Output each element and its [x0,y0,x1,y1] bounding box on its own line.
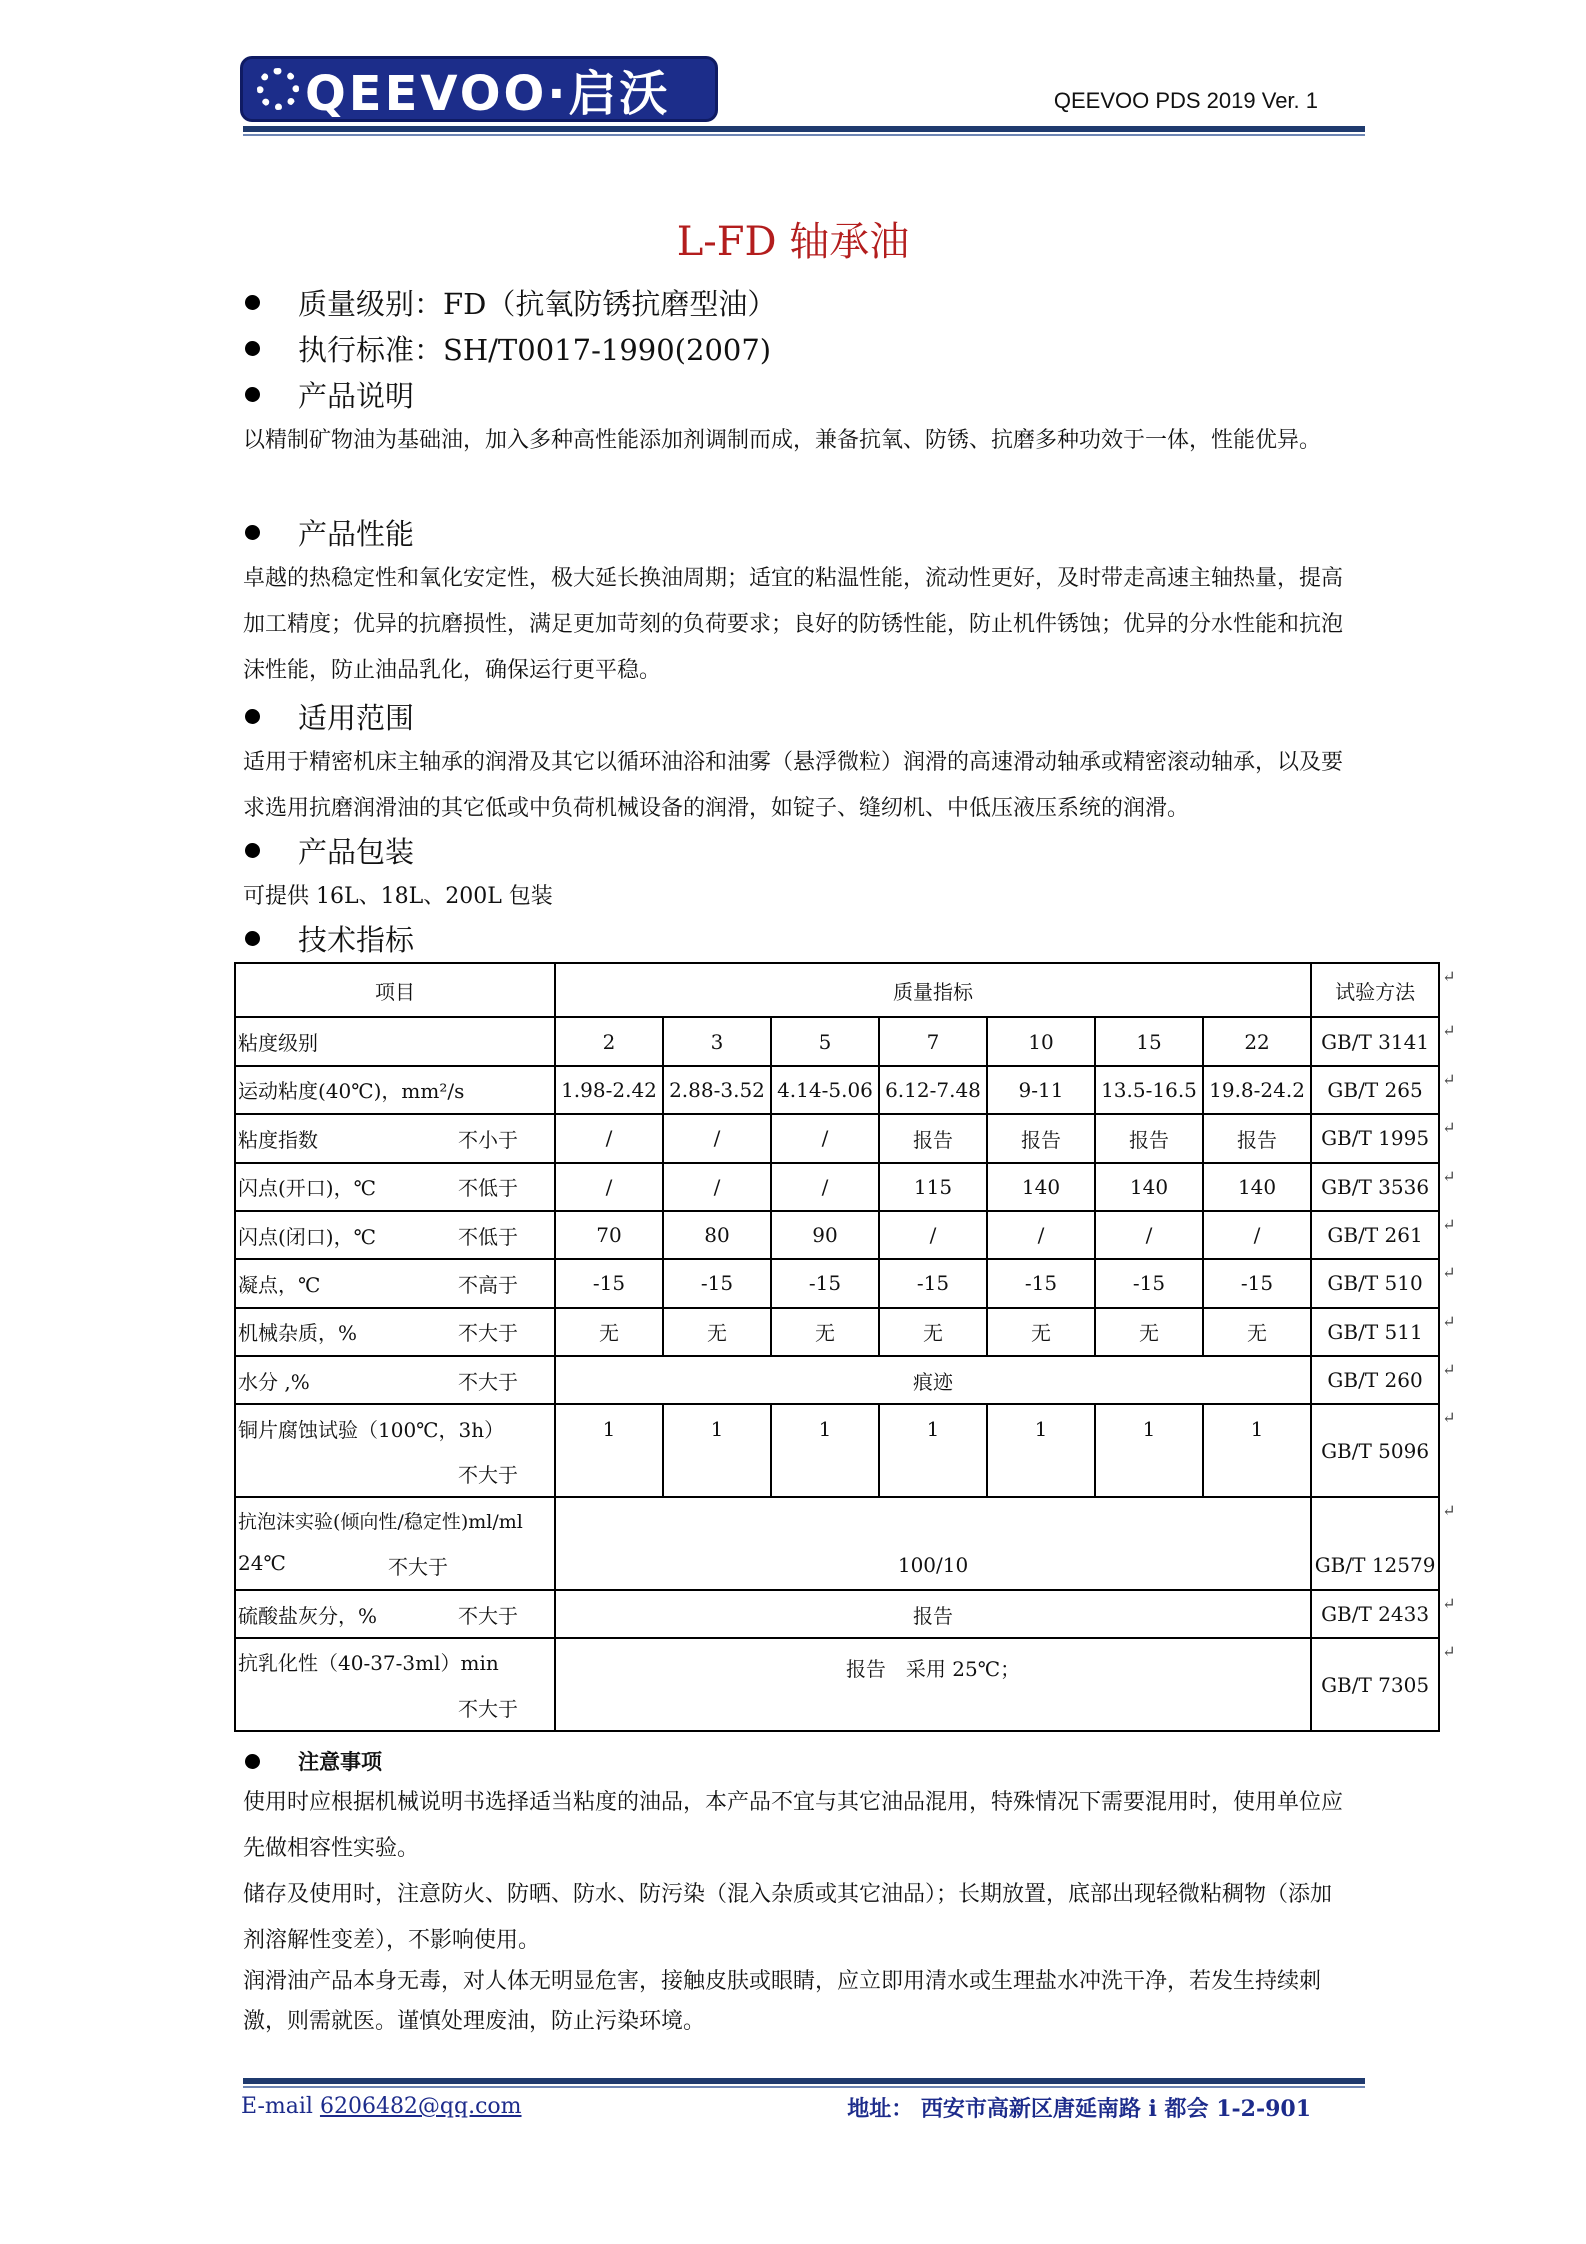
document-reference: QEEVOO PDS 2019 Ver. 1 [1053,88,1318,113]
method-cell: GB/T 260 [1311,1356,1439,1404]
note-paragraph-3: 润滑油产品本身无毒，对人体无明显危害，接触皮肤或眼睛，应立即用清水或生理盐水冲洗干净，若发生持续刺激，则需就医。谨慎处理废油，防止污染环境。 [243,1969,1322,2034]
table-cell: -15 [1095,1259,1203,1307]
table-cell: / [1203,1211,1311,1259]
brand-logo [240,56,718,122]
table-cell: / [663,1163,771,1211]
table-cell: 报告 [879,1114,987,1162]
return-mark-icon: ↵ [1442,1360,1456,1380]
table-cell: -15 [555,1259,663,1307]
table-cell: / [555,1163,663,1211]
table-cell: -15 [663,1259,771,1307]
bullet-text: 执行标准：SH/T0017-1990(2007) [298,333,772,367]
footer-address: 地址： 西安市高新区唐延南路 i 都会 1-2-901 [847,2096,1311,2122]
table-row-grades [235,1017,1439,1065]
method-cell: GB/T 265 [1311,1066,1439,1114]
table-cell: 100/10 [555,1497,1311,1590]
bullet-description [243,374,414,415]
method-cell: GB/T 1995 [1311,1114,1439,1162]
bullet-tech [243,918,414,959]
application-paragraph: 适用于精密机床主轴承的润滑及其它以循环油浴和油雾（悬浮微粒）润滑的高速滑动轴承或精密滚动轴承，以及要求选用抗磨润滑油的其它低或中负荷机械设备的润滑，如锭子、缝纫机、中低压液压系统的润滑。 [243,750,1344,821]
table-cell: 140 [1203,1163,1311,1211]
header-divider-thin [243,134,1365,136]
table-cell: 报告 [987,1114,1095,1162]
method-cell: GB/T 7305 [1311,1638,1439,1731]
table-cell: 无 [771,1308,879,1356]
table-cell: 7 [879,1017,987,1065]
return-mark-icon: ↵ [1442,1118,1456,1138]
table-cell: / [555,1114,663,1162]
footer-divider [243,2078,1365,2084]
bullet-text: 注意事项 [298,1749,382,1774]
note-paragraph-1: 使用时应根据机械说明书选择适当粘度的油品，本产品不宜与其它油品混用，特殊情况下需要混用时，使用单位应先做相容性实验。 [243,1790,1344,1861]
table-cell: 15 [1095,1017,1203,1065]
return-mark-icon: ↵ [1442,1214,1456,1234]
row-label: 粘度级别 [235,1017,555,1065]
table-row [235,1308,1439,1356]
row-label: 水分 ,% 不大于 [235,1356,555,1404]
table-cell: -15 [879,1259,987,1307]
table-cell: / [1095,1211,1203,1259]
table-cell: 6.12-7.48 [879,1066,987,1114]
header-quality: 质量指标 [555,963,1311,1017]
table-cell: 无 [663,1308,771,1356]
bullet-dot-icon [245,295,260,310]
table-cell: 90 [771,1211,879,1259]
table-cell: 无 [987,1308,1095,1356]
table-cell: 140 [1095,1163,1203,1211]
table-cell: 痕迹 [555,1356,1311,1404]
bullet-dot-icon [245,709,260,724]
bullet-performance [243,512,414,553]
header-divider [243,126,1365,132]
table-cell: 13.5-16.5 [1095,1066,1203,1114]
table-cell: / [879,1211,987,1259]
packaging-paragraph: 可提供 16L、18L、200L 包装 [243,884,553,909]
table-row-copper [235,1404,1439,1497]
row-label: 运动粘度(40℃)，mm²/s [235,1066,555,1114]
table-cell: 报告 [1095,1114,1203,1162]
table-cell: 无 [555,1308,663,1356]
table-cell: -15 [987,1259,1095,1307]
row-label: 闪点(开口)，℃ 不低于 [235,1163,555,1211]
table-cell: 1 [771,1404,879,1497]
bullet-text: 产品性能 [298,517,415,551]
table-cell: 无 [1095,1308,1203,1356]
return-mark-icon: ↵ [1442,1593,1456,1613]
table-cell: 19.8-24.2 [1203,1066,1311,1114]
table-row [235,1259,1439,1307]
table-row [235,1066,1439,1114]
table-cell: 无 [1203,1308,1311,1356]
email-link[interactable]: 6206482@qq.com [319,2094,522,2119]
table-cell: 10 [987,1017,1095,1065]
header-item: 项目 [235,963,555,1017]
page-title: L-FD 轴承油 [676,219,910,265]
row-label: 抗乳化性（40-37-3ml）min 不大于 [235,1638,555,1731]
table-row-foam [235,1497,1439,1590]
row-label: 抗泡沫实验(倾向性/稳定性)ml/ml 24℃ 不大于 [235,1497,555,1590]
return-mark-icon: ↵ [1442,1069,1456,1089]
table-cell: / [771,1114,879,1162]
table-cell: 报告 采用 25℃； [555,1638,1311,1731]
method-cell: GB/T 3536 [1311,1163,1439,1211]
bullet-text: 适用范围 [298,701,415,735]
footer-email: E-mail 6206482@qq.com [241,2094,522,2119]
return-mark-icon: ↵ [1442,1166,1456,1186]
return-mark-icon: ↵ [1442,1408,1456,1428]
table-cell: 2.88-3.52 [663,1066,771,1114]
return-mark-icon: ↵ [1442,1021,1456,1041]
table-cell: 1 [1095,1404,1203,1497]
table-cell: 1 [1203,1404,1311,1497]
method-cell: GB/T 511 [1311,1308,1439,1356]
note-paragraph-2: 储存及使用时，注意防火、防晒、防水、防污染（混入杂质或其它油品）；长期放置，底部出现轻微粘稠物（添加剂溶解性变差），不影响使用。 [243,1882,1333,1953]
table-row-ash [235,1590,1439,1638]
row-label: 粘度指数 不小于 [235,1114,555,1162]
bullet-dot-icon [245,843,260,858]
bullet-dot-icon [245,341,260,356]
table-cell: 80 [663,1211,771,1259]
table-cell: 1 [879,1404,987,1497]
bullet-packaging [243,830,414,871]
table-cell: 70 [555,1211,663,1259]
row-label: 机械杂质，% 不大于 [235,1308,555,1356]
header-method: 试验方法 [1311,963,1439,1017]
table-cell: 4.14-5.06 [771,1066,879,1114]
bullet-dot-icon [245,931,260,946]
row-label: 硫酸盐灰分，% 不大于 [235,1590,555,1638]
table-row [235,1163,1439,1211]
return-mark-icon: ↵ [1442,1642,1456,1662]
table-cell: / [987,1211,1095,1259]
table-cell: 报告 [555,1590,1311,1638]
row-label: 铜片腐蚀试验（100℃，3h） 不大于 [235,1404,555,1497]
bullet-dot-icon [245,1754,260,1769]
return-mark-icon: ↵ [1442,967,1456,986]
table-row-emulsion [235,1638,1439,1731]
bullet-application [243,696,414,737]
spec-table [234,962,1440,1732]
table-row-water [235,1356,1439,1404]
bullet-dot-icon [245,387,260,402]
method-cell: GB/T 261 [1311,1211,1439,1259]
method-cell: GB/T 2433 [1311,1590,1439,1638]
performance-paragraph: 卓越的热稳定性和氧化安定性，极大延长换油周期；适宜的粘温性能，流动性更好，及时带走高速主轴热量，提高加工精度；优异的抗磨损性，满足更加苛刻的负荷要求；良好的防锈性能，防止机件锈蚀；优异的分水性能和抗泡沫性能，防止油品乳化，确保运行更平稳。 [243,566,1344,683]
table-cell: 报告 [1203,1114,1311,1162]
method-cell: GB/T 5096 [1311,1404,1439,1497]
table-row [235,1211,1439,1259]
table-cell: -15 [1203,1259,1311,1307]
return-mark-icon: ↵ [1442,1311,1456,1331]
table-cell: -15 [771,1259,879,1307]
table-cell: 22 [1203,1017,1311,1065]
table-cell: 无 [879,1308,987,1356]
table-header-row [235,963,1439,1017]
bullet-text: 产品说明 [298,379,415,413]
bullet-text: 技术指标 [298,923,415,957]
table-cell: 1 [555,1404,663,1497]
return-mark-icon: ↵ [1442,1263,1456,1283]
gear-icon [257,68,299,110]
bullet-dot-icon [245,525,260,540]
table-row [235,1114,1439,1162]
bullet-text: 产品包装 [298,835,415,869]
bullet-standard [243,328,771,369]
table-cell: 1 [987,1404,1095,1497]
method-cell: GB/T 510 [1311,1259,1439,1307]
bullet-notes [243,1746,382,1776]
method-cell: GB/T 12579 [1311,1497,1439,1590]
table-cell: 5 [771,1017,879,1065]
table-cell: 115 [879,1163,987,1211]
table-cell: 3 [663,1017,771,1065]
bullet-quality-grade [243,282,776,323]
row-label: 闪点(闭口)，℃ 不低于 [235,1211,555,1259]
row-label: 凝点，℃ 不高于 [235,1259,555,1307]
footer-divider-thin [243,2086,1365,2088]
table-cell: / [663,1114,771,1162]
description-paragraph: 以精制矿物油为基础油，加入多种高性能添加剂调制而成，兼备抗氧、防锈、抗磨多种功效于一体，性能优异。 [243,428,1322,453]
table-cell: 1 [663,1404,771,1497]
table-cell: 140 [987,1163,1095,1211]
table-cell: 1.98-2.42 [555,1066,663,1114]
method-cell: GB/T 3141 [1311,1017,1439,1065]
logo-text: QEEVOO·启沃 [305,65,671,122]
table-cell: 2 [555,1017,663,1065]
table-cell: 9-11 [987,1066,1095,1114]
return-mark-icon: ↵ [1442,1501,1456,1521]
bullet-text: 质量级别：FD（抗氧防锈抗磨型油） [298,287,777,321]
table-cell: / [771,1163,879,1211]
